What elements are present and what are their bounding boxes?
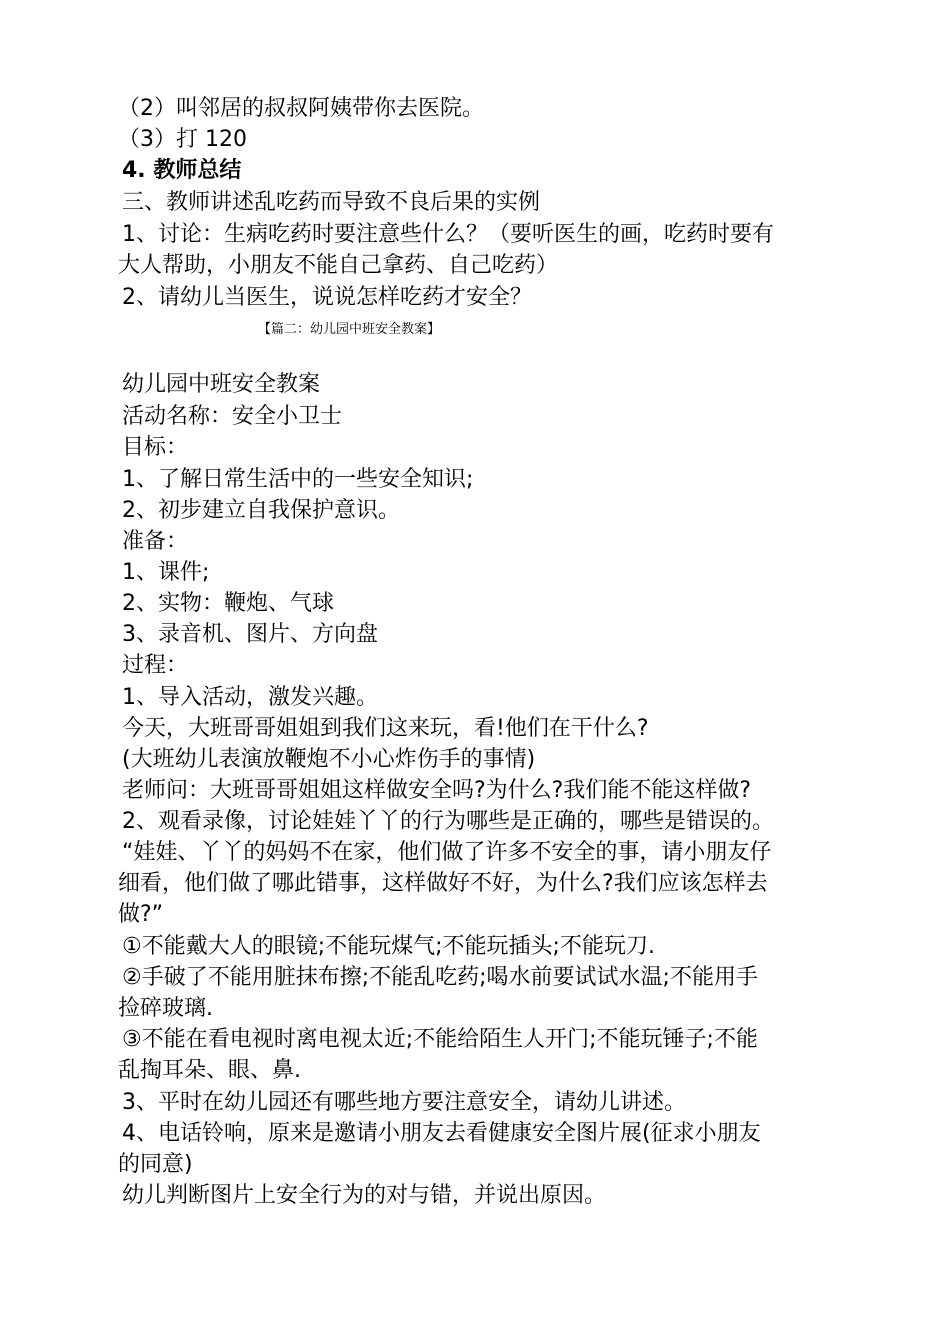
text-line: 1、讨论：生病吃药时要注意些什么？（要听医生的画，吃药时要有 <box>122 222 774 247</box>
text-line: （3）打 120 <box>118 127 247 152</box>
text-line: 今天，大班哥哥姐姐到我们这来玩，看!他们在干什么? <box>122 716 649 741</box>
text-line: 1、导入活动，激发兴趣。 <box>122 685 378 710</box>
text-line: 4、电话铃响，原来是邀请小朋友去看健康安全图片展(征求小朋友 <box>122 1121 761 1146</box>
section-title: 【篇二：幼儿园中班安全教案】 <box>258 322 441 337</box>
text-line: 目标： <box>122 435 189 460</box>
text-line: 2、初步建立自我保护意识。 <box>122 498 400 523</box>
text-line: 活动名称：安全小卫士 <box>122 404 343 429</box>
text-line: (大班幼儿表演放鞭炮不小心炸伤手的事情) <box>122 747 536 772</box>
text-line: ③不能在看电视时离电视太近;不能给陌生人开门;不能玩锤子;不能 <box>122 1027 758 1052</box>
text-line: “娃娃、丫丫的妈妈不在家，他们做了许多不安全的事，请小朋友仔 <box>122 840 772 865</box>
text-line: 三、教师讲述乱吃药而导致不良后果的实例 <box>122 190 541 215</box>
text-line: （2）叫邻居的叔叔阿姨带你去医院。 <box>118 96 484 121</box>
text-line: 3、录音机、图片、方向盘 <box>122 622 378 647</box>
text-line: 捡碎玻璃. <box>118 996 213 1021</box>
text-line: 3、平时在幼儿园还有哪些地方要注意安全，请幼儿讲述。 <box>122 1090 686 1115</box>
text-line: 2、请幼儿当医生，说说怎样吃药才安全？ <box>122 285 532 310</box>
text-line: 1、了解日常生活中的一些安全知识; <box>122 467 474 492</box>
text-line: 准备： <box>122 529 189 554</box>
text-line: 1、课件; <box>122 560 210 585</box>
text-line: 4. 教师总结 <box>122 158 242 183</box>
text-line: 老师问：大班哥哥姐姐这样做安全吗?为什么?我们能不能这样做? <box>122 778 752 803</box>
text-line: ①不能戴大人的眼镜;不能玩煤气;不能玩插头;不能玩刀. <box>122 934 655 959</box>
text-line: 过程： <box>122 653 189 678</box>
text-line: 乱掏耳朵、眼、鼻. <box>118 1058 301 1083</box>
text-line: 的同意) <box>118 1152 193 1177</box>
text-line: 大人帮助，小朋友不能自己拿药、自己吃药） <box>118 253 559 278</box>
text-line: 2、实物：鞭炮、气球 <box>122 591 334 616</box>
text-line: ②手破了不能用脏抹布擦;不能乱吃药;喝水前要试试水温;不能用手 <box>122 965 758 990</box>
document-title: 幼儿园中班安全教案 <box>122 372 321 397</box>
text-line: 做?” <box>118 902 164 927</box>
text-line: 2、观看录像，讨论娃娃丫丫的行为哪些是正确的，哪些是错误的。 <box>122 809 774 834</box>
text-line: 细看，他们做了哪此错事，这样做好不好，为什么?我们应该怎样去 <box>118 871 768 896</box>
text-line: 幼儿判断图片上安全行为的对与错，并说出原因。 <box>122 1183 607 1208</box>
